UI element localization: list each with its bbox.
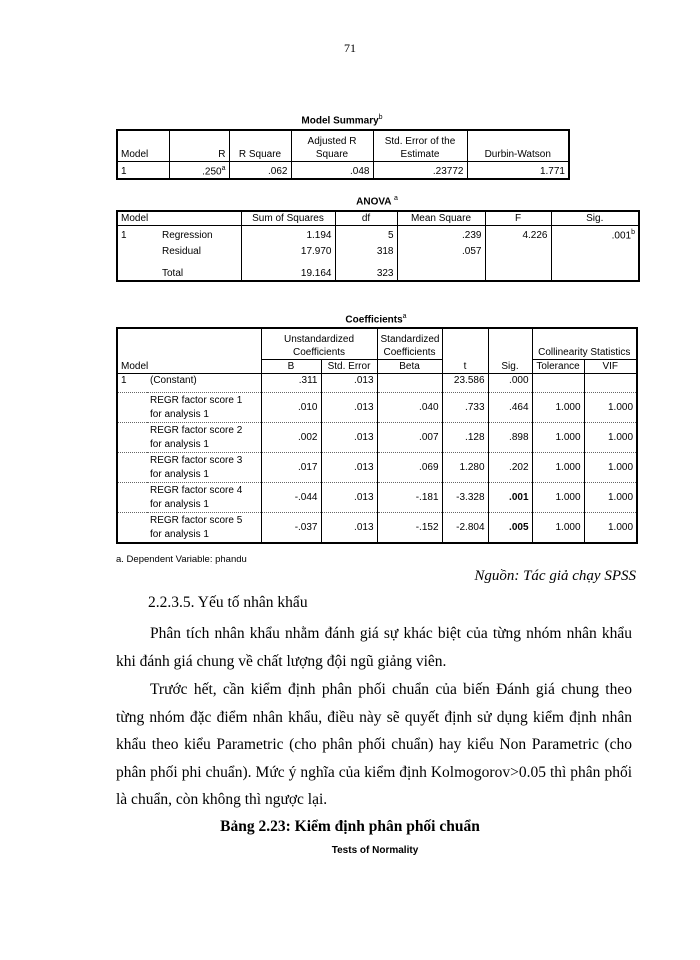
coef-label — [147, 513, 261, 544]
coef-beta: -.152 — [377, 513, 442, 544]
coef-sig: .464 — [488, 393, 532, 423]
coef-b: -.044 — [261, 483, 321, 513]
coef-header-b: B — [261, 360, 321, 374]
coef-header-tol: Tolerance — [532, 360, 584, 374]
anova-sig — [551, 226, 639, 243]
coef-se: .013 — [321, 374, 377, 393]
anova-header-ms: Mean Square — [397, 211, 485, 226]
ms-header-model: Model — [117, 130, 169, 162]
coefficients-title-text: Coefficients — [345, 314, 403, 326]
anova-model-blank — [117, 242, 159, 258]
coef-header-t: t — [442, 360, 488, 374]
anova-header-model: Model — [117, 211, 241, 226]
coef-vif: 1.000 — [584, 513, 637, 544]
coef-model-blank — [117, 483, 147, 513]
coef-label-line1: REGR factor score 3 — [150, 455, 243, 466]
coef-se: .013 — [321, 423, 377, 453]
model-summary-title-sup: b — [378, 114, 383, 121]
page-number: 71 — [344, 41, 356, 55]
anova-df: 323 — [335, 258, 397, 281]
model-summary-header-row — [117, 130, 569, 162]
anova-header-row — [117, 211, 639, 226]
anova-ms — [397, 258, 485, 281]
anova-header-f: F — [485, 211, 551, 226]
section-heading: 2.2.3.5. Yếu tố nhân khẩu — [148, 594, 308, 611]
coef-b: .017 — [261, 453, 321, 483]
ms-r-value: .250 — [202, 166, 222, 178]
anova-ms: .057 — [397, 242, 485, 258]
coef-header-row — [117, 360, 637, 374]
coef-model-blank — [117, 453, 147, 483]
model-summary-table — [116, 129, 570, 180]
coef-row-constant — [117, 374, 637, 393]
anova-row-regression — [117, 226, 639, 243]
coef-header-std: Standardized Coefficients — [377, 328, 442, 360]
model-summary-title-text: Model Summary — [301, 115, 379, 127]
anova-title — [116, 195, 638, 207]
coef-t: .128 — [442, 423, 488, 453]
coef-label: (Constant) — [147, 374, 261, 393]
paragraph-1: Phân tích nhân khẩu nhằm đánh giá sự khác biệt của từng nhóm nhân khẩu khi đánh giá chung về chất lượng đội ngũ giảng viên. — [116, 625, 632, 670]
coef-header-beta: Beta — [377, 360, 442, 374]
anova-row-total — [117, 258, 639, 281]
coef-vif: 1.000 — [584, 453, 637, 483]
anova-f — [485, 258, 551, 281]
coef-t: 1.280 — [442, 453, 488, 483]
coef-label-line1: REGR factor score 2 — [150, 425, 243, 436]
ms-r — [169, 162, 229, 180]
coef-se: .013 — [321, 453, 377, 483]
coef-header-model: Model — [117, 360, 261, 374]
anova-sig — [551, 242, 639, 258]
coef-vif: 1.000 — [584, 483, 637, 513]
anova-f: 4.226 — [485, 226, 551, 243]
anova-ss: 17.970 — [241, 242, 335, 258]
anova-ss: 19.164 — [241, 258, 335, 281]
anova-row-residual — [117, 242, 639, 258]
ms-adj-r-square: .048 — [291, 162, 373, 180]
paragraph-2: Trước hết, cần kiểm định phân phối chuẩn của biến Đánh giá chung theo từng nhóm đặc điểm nhân khẩu, điều này sẽ quyết định sử dụng kiểm định nhân khẩu theo kiểu Parametric (cho phân phối chuẩn) hay kiểu Non Parametric (cho phân phối phi chuẩn). Mức ý nghĩa của kiểm định Kolmogorov>0.05 thì phân phối là chuẩn, còn không thì ngược lại. — [116, 681, 632, 808]
ms-r-square: .062 — [229, 162, 291, 180]
coefficients-footnote: a. Dependent Variable: phandu — [116, 554, 247, 565]
coef-beta: .007 — [377, 423, 442, 453]
coef-header-t-blank — [442, 328, 488, 360]
coef-sig: .001 — [488, 483, 532, 513]
coef-header-coll: Collinearity Statistics — [532, 328, 637, 360]
table-subtitle: Tests of Normality — [331, 845, 419, 856]
anova-label: Total — [162, 268, 184, 280]
anova-sig — [551, 258, 639, 281]
coef-t: -3.328 — [442, 483, 488, 513]
coef-sig: .202 — [488, 453, 532, 483]
anova-f — [485, 242, 551, 258]
ms-durbin-watson: 1.771 — [467, 162, 569, 180]
coef-se: .013 — [321, 393, 377, 423]
anova-sig-value: .001 — [611, 230, 632, 242]
coef-sig: .000 — [488, 374, 532, 393]
coef-label-line1: REGR factor score 4 — [150, 485, 243, 496]
coef-vif: 1.000 — [584, 393, 637, 423]
anova-table — [116, 210, 640, 282]
coef-b: .010 — [261, 393, 321, 423]
ms-r-sup: a — [221, 165, 226, 172]
coef-label-line2: for analysis 1 — [150, 409, 209, 420]
ms-std-error: .23772 — [373, 162, 467, 180]
coef-b: -.037 — [261, 513, 321, 544]
coefficients-title-sup: a — [402, 313, 407, 320]
coef-t: .733 — [442, 393, 488, 423]
coef-tol: 1.000 — [532, 513, 584, 544]
ms-header-r: R — [169, 130, 229, 162]
coef-tol — [532, 374, 584, 393]
anova-header-df: df — [335, 211, 397, 226]
coef-header-vif: VIF — [584, 360, 637, 374]
coef-label-line2: for analysis 1 — [150, 529, 209, 540]
coef-tol: 1.000 — [532, 393, 584, 423]
coef-label — [147, 483, 261, 513]
coef-tol: 1.000 — [532, 453, 584, 483]
anova-label: Regression — [162, 230, 213, 242]
coef-vif: 1.000 — [584, 423, 637, 453]
ms-header-r-square: R Square — [229, 130, 291, 162]
coef-b: .002 — [261, 423, 321, 453]
coef-t: -2.804 — [442, 513, 488, 544]
model-summary-row — [117, 162, 569, 180]
coef-model-blank — [117, 423, 147, 453]
coef-header-se: Std. Error — [321, 360, 377, 374]
coefficients-table — [116, 327, 638, 544]
coef-row-factor-1 — [117, 393, 637, 423]
anova-ms: .239 — [397, 226, 485, 243]
anova-ss: 1.194 — [241, 226, 335, 243]
coef-model-blank — [117, 393, 147, 423]
coef-label-line1: REGR factor score 1 — [150, 395, 243, 406]
ms-header-adj-r-square: Adjusted R Square — [291, 130, 373, 162]
ms-header-std-error: Std. Error of the Estimate — [373, 130, 467, 162]
coef-b: .311 — [261, 374, 321, 393]
ms-model: 1 — [121, 166, 127, 178]
anova-label: Residual — [162, 246, 201, 258]
coef-beta: .069 — [377, 453, 442, 483]
anova-sig-sup: b — [631, 229, 635, 236]
coef-model: 1 — [117, 374, 147, 393]
coefficients-title — [116, 313, 636, 325]
anova-model: 1 — [121, 230, 127, 242]
coef-se: .013 — [321, 483, 377, 513]
coef-label-line2: for analysis 1 — [150, 439, 209, 450]
coef-beta: .040 — [377, 393, 442, 423]
coef-group-header-row — [117, 328, 637, 360]
coef-row-factor-5 — [117, 513, 637, 544]
coef-label — [147, 453, 261, 483]
table-title: Bảng 2.23: Kiểm định phân phối chuẩn — [220, 818, 480, 835]
coef-label-line1: REGR factor score 5 — [150, 515, 243, 526]
coef-group-blank — [117, 328, 261, 360]
coef-se: .013 — [321, 513, 377, 544]
coef-row-factor-3 — [117, 453, 637, 483]
coef-sig: .898 — [488, 423, 532, 453]
coef-model-blank — [117, 513, 147, 544]
anova-header-sig: Sig. — [551, 211, 639, 226]
coef-label-line2: for analysis 1 — [150, 499, 209, 510]
coef-sig: .005 — [488, 513, 532, 544]
coef-beta: -.181 — [377, 483, 442, 513]
anova-title-sup: a — [393, 195, 398, 202]
coef-label — [147, 423, 261, 453]
coef-t: 23.586 — [442, 374, 488, 393]
anova-title-text: ANOVA — [356, 196, 392, 208]
coef-header-sig: Sig. — [488, 360, 532, 374]
coef-row-factor-4 — [117, 483, 637, 513]
model-summary-title — [116, 114, 568, 126]
coef-label-line2: for analysis 1 — [150, 469, 209, 480]
coef-tol: 1.000 — [532, 483, 584, 513]
anova-df: 318 — [335, 242, 397, 258]
coef-vif — [584, 374, 637, 393]
anova-model-blank — [117, 258, 159, 281]
anova-df: 5 — [335, 226, 397, 243]
coef-header-sig-blank — [488, 328, 532, 360]
coef-label — [147, 393, 261, 423]
source-note: Nguồn: Tác giả chạy SPSS — [474, 568, 636, 584]
anova-header-ss: Sum of Squares — [241, 211, 335, 226]
coef-header-unstd: Unstandardized Coefficients — [261, 328, 377, 360]
coef-tol: 1.000 — [532, 423, 584, 453]
ms-header-durbin-watson: Durbin-Watson — [467, 130, 569, 162]
coef-row-factor-2 — [117, 423, 637, 453]
coef-beta — [377, 374, 442, 393]
